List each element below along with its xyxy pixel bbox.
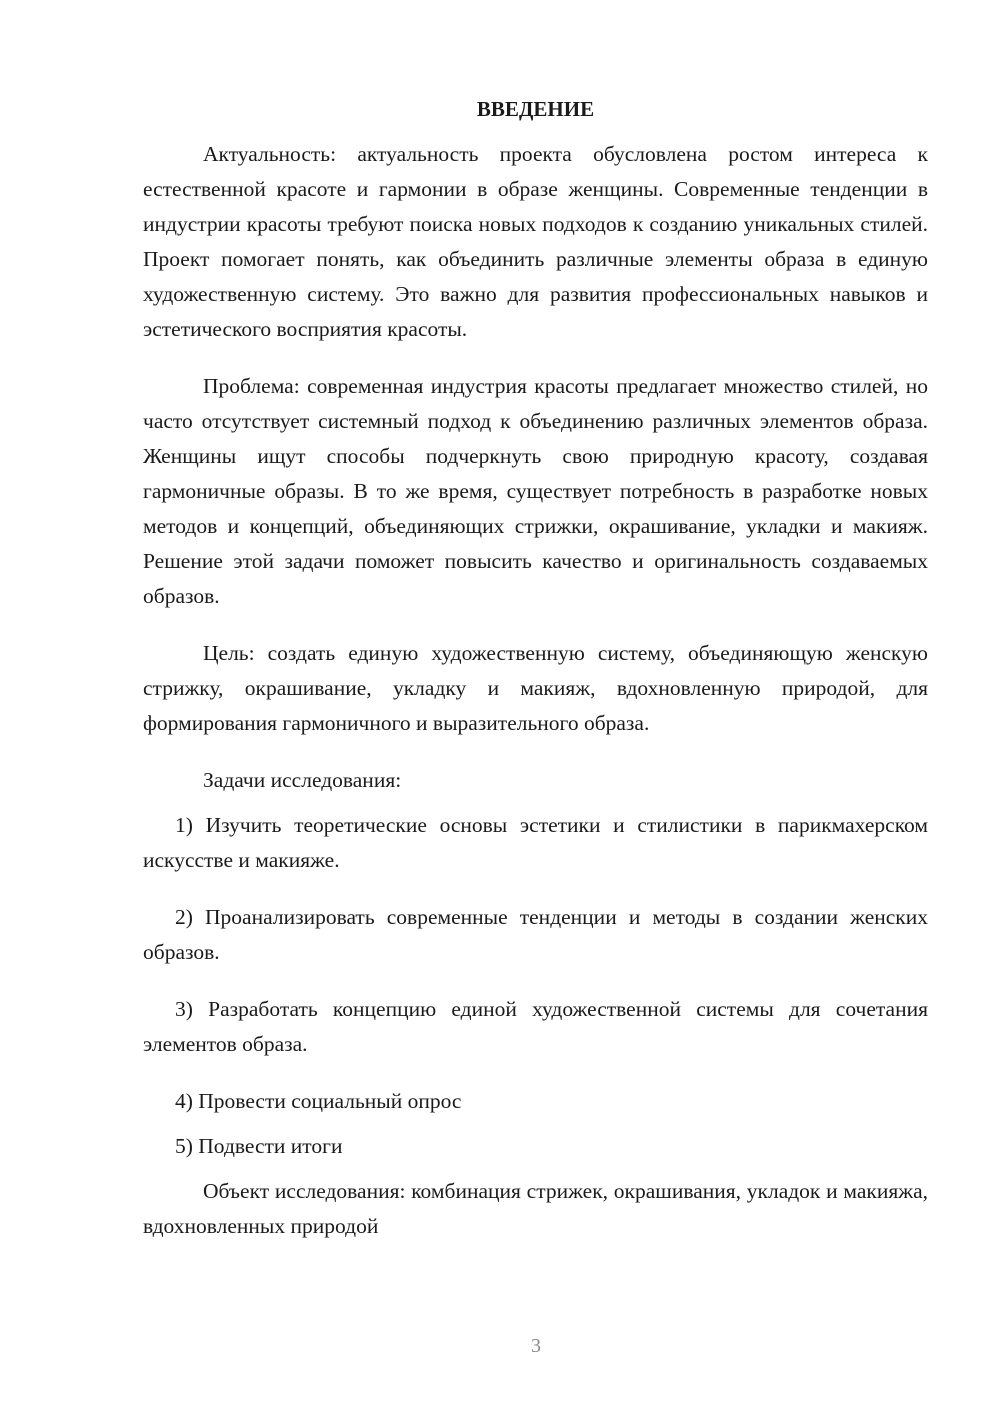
task-item-3: 3) Разработать концепцию единой художественной системы для сочетания элементов образа. bbox=[143, 997, 928, 1056]
tasks-heading: Задачи исследования: bbox=[203, 768, 402, 792]
section-title: ВВЕДЕНИЕ bbox=[476, 97, 595, 121]
task-item-2: 2) Проанализировать современные тенденции и методы в создании женских образов. bbox=[143, 905, 928, 964]
task-item-4: 4) Провести социальный опрос bbox=[175, 1089, 462, 1113]
goal-paragraph: Цель: создать единую художественную систему, объединяющую женскую стрижку, окрашивание, укладку и макияж, вдохновленную природой, для формирования гармоничного и выразительного образа. bbox=[143, 641, 928, 735]
task-item-1: 1) Изучить теоретические основы эстетики и стилистики в парикмахерском искусстве и макияже. bbox=[143, 813, 928, 872]
page-number: 3 bbox=[531, 1335, 541, 1357]
page-content bbox=[143, 92, 928, 1266]
task-item-5: 5) Подвести итоги bbox=[175, 1134, 343, 1158]
problem-paragraph: Проблема: современная индустрия красоты предлагает множество стилей, но часто отсутствует системный подход к объединению различных элементов образа. Женщины ищут способы подчеркнуть свою природную красоту, создавая гармоничные образы. В то же время, существует потребность в разработке новых методов и концепций, объединяющих стрижки, окрашивание, укладки и макияж. Решение этой задачи поможет повысить качество и оригинальность создаваемых образов. bbox=[143, 374, 928, 608]
object-paragraph: Объект исследования: комбинация стрижек, окрашивания, укладок и макияжа, вдохновленных природой bbox=[143, 1179, 928, 1238]
relevance-paragraph: Актуальность: актуальность проекта обусловлена ростом интереса к естественной красоте и гармонии в образе женщины. Современные тенденции в индустрии красоты требуют поиска новых подходов к созданию уникальных стилей. Проект помогает понять, как объединить различные элементы образа в единую художественную систему. Это важно для развития профессиональных навыков и эстетического восприятия красоты. bbox=[143, 142, 928, 341]
